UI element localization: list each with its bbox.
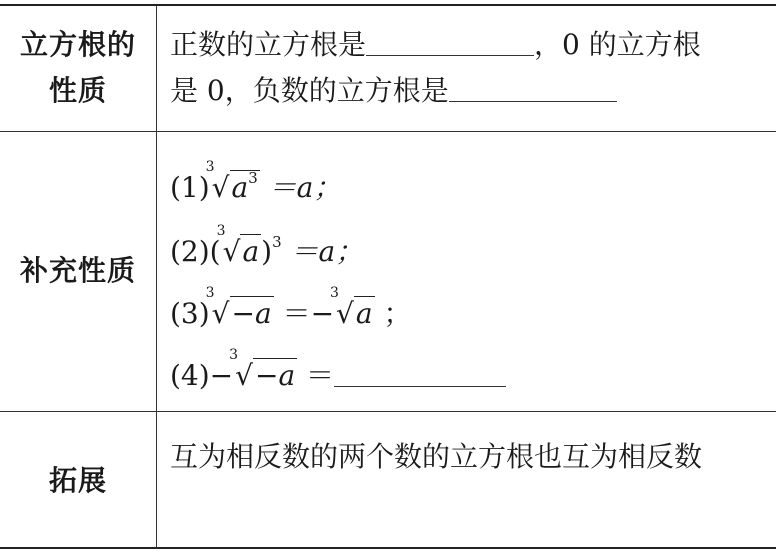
table-row-supplementary-properties [0,132,776,412]
negative-text: 是 0，负数的立方根是 [170,74,449,107]
label-line-1: 立方根的 [19,28,136,61]
answer-blank-negative[interactable] [449,71,617,102]
table-row-cube-root-properties [0,6,776,132]
column-divider [156,6,157,131]
row-label-cube-root-properties [0,22,156,114]
table-row-extension [0,412,776,549]
column-divider [156,412,157,549]
cube-root-radical: 3 √a [330,285,373,330]
cube-root-radical: 3 √−a [229,347,296,392]
positive-text: 正数的立方根是 [170,28,367,61]
row-label-supplementary-properties: 补充性质 [19,254,136,287]
extension-text: 互为相反数的两个数的立方根也互为相反数 [170,440,703,473]
formula-2: (2)( 3 √a)$^3$ ＝a； [170,232,363,272]
formula-3: (3) 3 √−a ＝− 3 √a ； [170,294,412,334]
cube-root-properties-table [0,4,776,549]
row-label-extension: 拓展 [48,464,107,497]
label-line-2: 性质 [48,74,107,107]
cube-root-radical: 3 √a [216,223,260,268]
answer-blank-positive[interactable] [366,25,534,56]
answer-blank-formula-4[interactable] [334,356,506,387]
cube-root-radical: 3 √−a [205,285,272,330]
cube-root-radical: 3 $√a^3$ [205,159,258,204]
zero-text: ，0 的立方根 [534,28,701,61]
cube-root-properties-text [170,22,768,114]
formula-1: (1) 3 $√a^3 =a$； [170,168,341,208]
column-divider [156,132,157,411]
formula-4: (4)− 3 √−a ＝ [170,356,506,396]
